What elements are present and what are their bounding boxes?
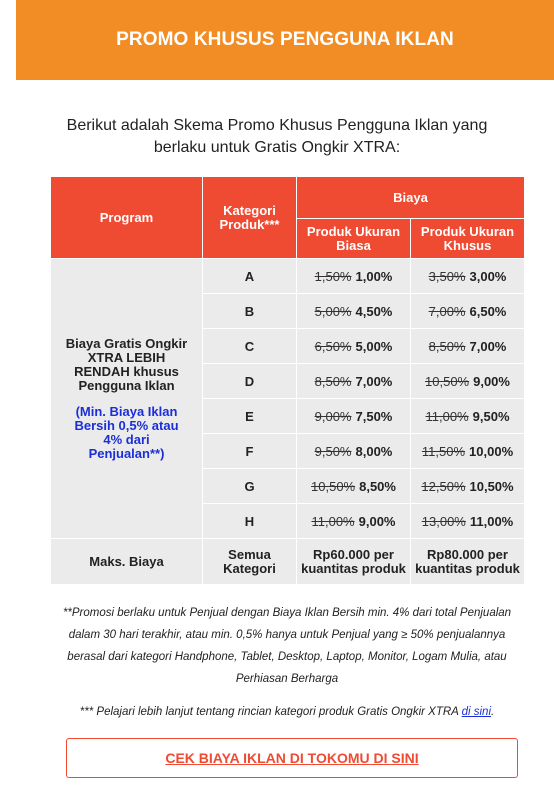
maks-biasa: Rp60.000 per kuantitas produk [297,539,411,585]
old-price: 9,50% [314,443,352,459]
table-row [51,259,525,294]
new-price: 8,50% [359,478,396,494]
promo-table [50,176,525,585]
old-price: 11,50% [421,443,466,459]
new-price: 3,00% [469,268,507,284]
header-kategori: Kategori Produk*** [203,177,297,259]
khusus-cell [411,294,525,329]
old-price: 1,50% [314,268,352,284]
kategori-cell: H [203,504,297,539]
khusus-cell [411,504,525,539]
kategori-cell: D [203,364,297,399]
old-price: 7,00% [428,303,466,319]
new-price: 5,00% [355,338,393,354]
old-price: 12,50% [421,478,466,494]
biasa-cell [297,364,411,399]
new-price: 4,50% [355,303,393,319]
old-price: 9,00% [314,408,352,424]
footnote-kategori-end: . [491,706,495,718]
old-price: 10,50% [425,373,470,389]
new-price: 7,00% [355,373,393,389]
new-price: 10,00% [469,443,514,459]
promo-banner [16,0,554,80]
new-price: 11,00% [469,513,514,529]
khusus-cell [411,329,525,364]
old-price: 6,50% [314,338,352,354]
old-price: 13,00% [421,513,466,529]
new-price: 10,50% [469,478,514,494]
khusus-cell [411,259,525,294]
maks-label: Maks. Biaya [51,539,203,585]
kategori-cell: F [203,434,297,469]
khusus-cell [411,364,525,399]
kategori-cell: A [203,259,297,294]
header-biaya: Biaya [297,177,525,219]
new-price: 1,00% [355,268,393,284]
intro-text: Berikut adalah Skema Promo Khusus Pengguna Iklan yang berlaku untuk Gratis Ongkir XTRA: [66,117,488,156]
header-khusus: Produk Ukuran Khusus [411,219,525,259]
new-price: 7,50% [355,408,393,424]
kategori-cell: C [203,329,297,364]
new-price: 9,50% [472,408,510,424]
khusus-cell [411,434,525,469]
footnote-promo: **Promosi berlaku untuk Penjual dengan Biaya Iklan Bersih min. 4% dari total Penjualan dalam 30 hari terakhir, atau min. 0,5% hanya untuk Penjual yang ≥ 50% penjualannya berasal dari kategori Handphone, Tablet, Desktop, Laptop, Monitor, Logam Mulia, atau Perhiasan Berharga [62,607,512,685]
biasa-cell [297,294,411,329]
biasa-cell [297,329,411,364]
program-description: Biaya Gratis Ongkir XTRA LEBIH RENDAH khusus Pengguna Iklan [65,335,188,393]
new-price: 9,00% [473,373,510,389]
biasa-cell [297,469,411,504]
old-price: 10,50% [311,478,356,494]
program-cell [51,259,203,539]
header-program: Program [51,177,203,259]
old-price: 11,00% [425,408,469,424]
old-price: 8,50% [428,338,466,354]
biasa-cell [297,259,411,294]
biasa-cell [297,504,411,539]
cek-biaya-iklan-button[interactable] [66,738,518,778]
new-price: 9,00% [358,513,396,529]
khusus-cell [411,399,525,434]
old-price: 11,00% [311,513,355,529]
kategori-cell: B [203,294,297,329]
kategori-cell: G [203,469,297,504]
new-price: 7,00% [469,338,507,354]
old-price: 5,00% [314,303,352,319]
program-note: (Min. Biaya Iklan Bersih 0,5% atau 4% dari Penjualan**) [74,403,179,461]
footnote-kategori [40,704,534,720]
di-sini-link[interactable]: di sini [461,706,492,718]
old-price: 8,50% [314,373,352,389]
khusus-cell [411,469,525,504]
biasa-cell [297,434,411,469]
footnote-kategori-text: *** Pelajari lebih lanjut tentang rincian kategori produk Gratis Ongkir XTRA [79,706,462,718]
old-price: 3,50% [428,268,466,284]
maks-kategori: Semua Kategori [203,539,297,585]
maks-row [51,539,525,585]
maks-khusus: Rp80.000 per kuantitas produk [411,539,525,585]
header-biasa: Produk Ukuran Biasa [297,219,411,259]
cta-label: CEK BIAYA IKLAN DI TOKOMU DI SINI [165,750,419,766]
banner-title: PROMO KHUSUS PENGGUNA IKLAN [116,29,454,50]
new-price: 8,00% [355,443,393,459]
new-price: 6,50% [469,303,507,319]
biasa-cell [297,399,411,434]
kategori-cell: E [203,399,297,434]
